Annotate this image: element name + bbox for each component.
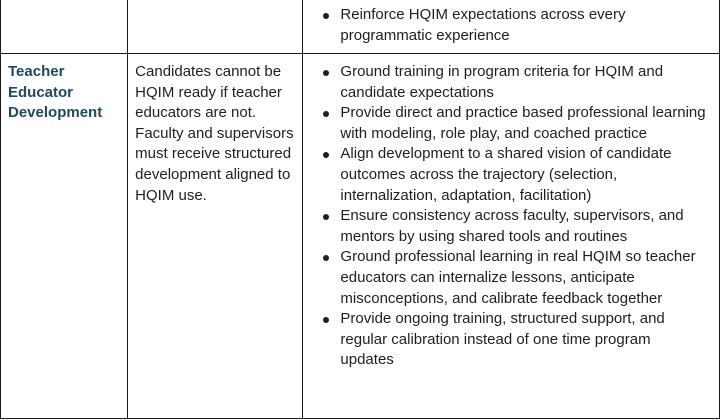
list-item — [310, 62, 712, 103]
list-item — [310, 103, 712, 144]
actions-list — [310, 62, 712, 371]
list-item-text: Provide direct and practice based professional learning with modeling, role play, and coached practice — [340, 104, 706, 142]
list-item — [310, 309, 712, 371]
bullet-icon — [323, 111, 329, 117]
bullet-icon — [323, 152, 329, 158]
actions-cell — [303, 54, 720, 419]
list-item — [310, 5, 712, 46]
list-item-text: Provide ongoing training, structured support, and regular calibration instead of one time program updates — [340, 310, 665, 369]
topic-cell — [1, 54, 128, 419]
row-topic-heading: Teacher Educator Development — [8, 63, 103, 122]
list-item-text: Reinforce HQIM expectations across every programmatic experience — [340, 6, 626, 44]
bullet-icon — [323, 13, 329, 19]
bullet-icon — [323, 317, 329, 323]
actions-list — [310, 5, 712, 46]
list-item — [310, 144, 712, 206]
list-item-text: Ensure consistency across faculty, supervisors, and mentors by using shared tools and routines — [340, 207, 684, 245]
table-row — [1, 54, 720, 419]
list-item-text: Align development to a shared vision of candidate outcomes across the trajectory (selection, internalization, adaptation, facilitation) — [340, 145, 672, 204]
bullet-icon — [323, 214, 329, 220]
rationale-cell — [128, 54, 303, 419]
bullet-icon — [323, 70, 329, 76]
rationale-text: Candidates cannot be HQIM ready if teacher educators are not. Faculty and supervisors must receive structured development aligned to HQIM use. — [135, 63, 294, 204]
rationale-cell — [128, 0, 303, 54]
list-item-text: Ground professional learning in real HQIM so teacher educators can internalize lessons, anticipate misconceptions, and calibrate feedback together — [340, 248, 696, 307]
table-row — [1, 0, 720, 54]
actions-cell — [303, 0, 720, 54]
bullet-icon — [323, 255, 329, 261]
topic-cell — [1, 0, 128, 54]
list-item — [310, 247, 712, 309]
list-item-text: Ground training in program criteria for HQIM and candidate expectations — [340, 63, 664, 101]
list-item — [310, 206, 712, 247]
